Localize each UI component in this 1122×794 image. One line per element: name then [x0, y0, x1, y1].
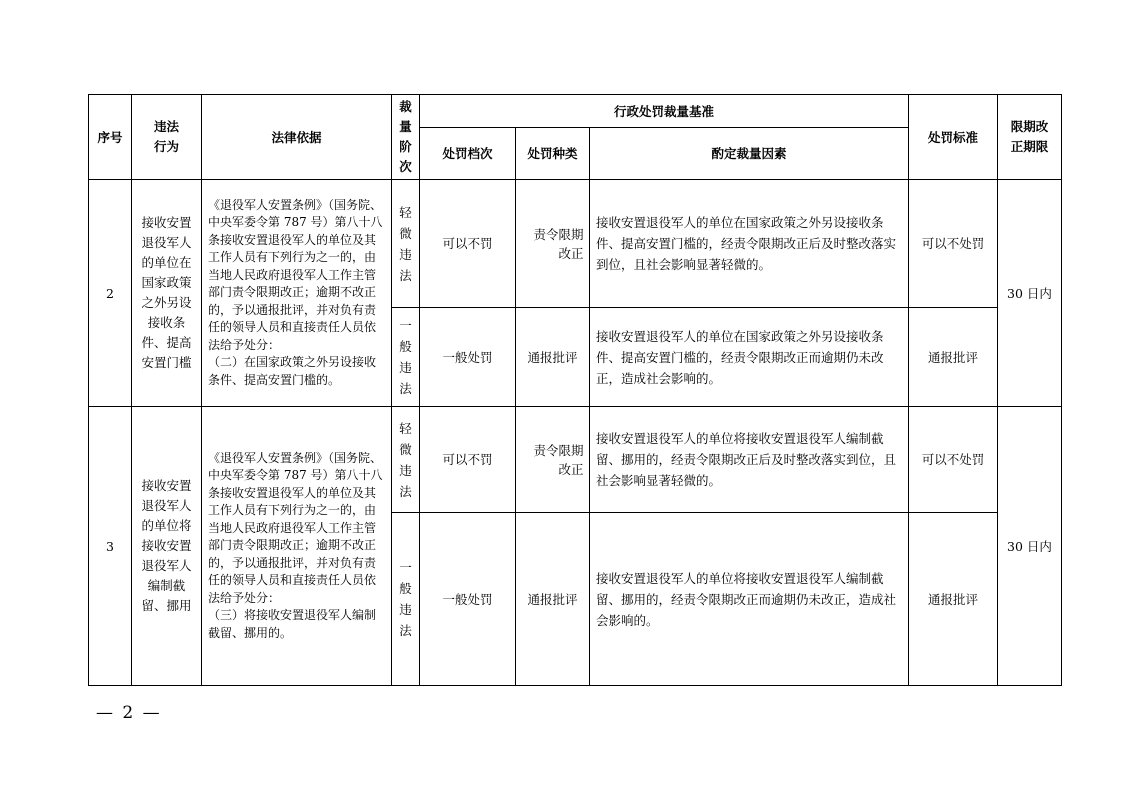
- header-type: 处罚种类: [516, 128, 590, 180]
- legal-basis: 《退役军人安置条例》（国务院、中央军委令第 787 号）第八十八条接收安置退役军人的单位及其工作人员有下列行为之一的，由当地人民政府退役军人工作主管部门责令限期改正；逾期不改正的，予以通报批评，并对负有责任的领导人员和直接责任人员依法给予处分： （二）在国家政策之外另设接收条件、提高安置门槛的。: [202, 180, 392, 407]
- legal-basis: 《退役军人安置条例》（国务院、中央军委令第 787 号）第八十八条接收安置退役军人的单位及其工作人员有下列行为之一的，由当地人民政府退役军人工作主管部门责令限期改正；逾期不改正的，予以通报批评，并对负有责任的领导人员和直接责任人员依法给予处分： （三）将接收安置退役军人编制截留、挪用的。: [202, 407, 392, 686]
- header-level: 裁量阶次: [392, 95, 420, 180]
- header-basis: 法律依据: [202, 95, 392, 180]
- penalty-grade: 可以不罚: [420, 180, 516, 308]
- row-number: 3: [89, 407, 132, 686]
- header-behavior: 违法行为: [132, 95, 202, 180]
- discretion-level: 一般违法: [392, 513, 420, 686]
- violation-behavior: 接收安置退役军人的单位在国家政策之外另设接收条件、提高安置门槛: [132, 180, 202, 407]
- table-row: [89, 180, 1062, 308]
- discretion-factors: 接收安置退役军人的单位将接收安置退役军人编制截留、挪用的，经责令限期改正后及时整改落实到位，且社会影响显著轻微的。: [590, 407, 909, 513]
- page-number: — 2 —: [96, 703, 162, 723]
- penalty-standard: 可以不处罚: [909, 180, 998, 308]
- correction-deadline: 30 日内: [998, 180, 1062, 407]
- header-no: 序号: [89, 95, 132, 180]
- penalty-benchmark-table: [88, 94, 1062, 686]
- penalty-standard: 可以不处罚: [909, 407, 998, 513]
- discretion-factors: 接收安置退役军人的单位将接收安置退役军人编制截留、挪用的，经责令限期改正而逾期仍未改正，造成社会影响的。: [590, 513, 909, 686]
- row-number: 2: [89, 180, 132, 407]
- penalty-type: 通报批评: [516, 308, 590, 407]
- discretion-level: 轻微违法: [392, 180, 420, 308]
- header-deadline: 限期改正期限: [998, 95, 1062, 180]
- discretion-factors: 接收安置退役军人的单位在国家政策之外另设接收条件、提高安置门槛的，经责令限期改正后及时整改落实到位，且社会影响显著轻微的。: [590, 180, 909, 308]
- header-factors: 酌定裁量因素: [590, 128, 909, 180]
- correction-deadline: 30 日内: [998, 407, 1062, 686]
- penalty-standard: 通报批评: [909, 513, 998, 686]
- penalty-standard: 通报批评: [909, 308, 998, 407]
- legal-basis-item: （三）将接收安置退役军人编制截留、挪用的。: [208, 608, 377, 640]
- header-standard: 处罚标准: [909, 95, 998, 180]
- penalty-type: 通报批评: [516, 513, 590, 686]
- penalty-type: 责令限期 改正: [516, 407, 590, 513]
- discretion-level: 轻微违法: [392, 407, 420, 513]
- header-group: 行政处罚裁量基准: [420, 95, 909, 128]
- header-grade: 处罚档次: [420, 128, 516, 180]
- table-row: [89, 407, 1062, 513]
- discretion-level: 一般违法: [392, 308, 420, 407]
- legal-basis-item: （二）在国家政策之外另设接收条件、提高安置门槛的。: [208, 355, 377, 387]
- penalty-grade: 一般处罚: [420, 513, 516, 686]
- violation-behavior: 接收安置退役军人的单位将接收安置退役军人编制截留、挪用: [132, 407, 202, 686]
- penalty-type: 责令限期 改正: [516, 180, 590, 308]
- penalty-grade: 一般处罚: [420, 308, 516, 407]
- discretion-factors: 接收安置退役军人的单位在国家政策之外另设接收条件、提高安置门槛的，经责令限期改正而逾期仍未改正，造成社会影响的。: [590, 308, 909, 407]
- penalty-grade: 可以不罚: [420, 407, 516, 513]
